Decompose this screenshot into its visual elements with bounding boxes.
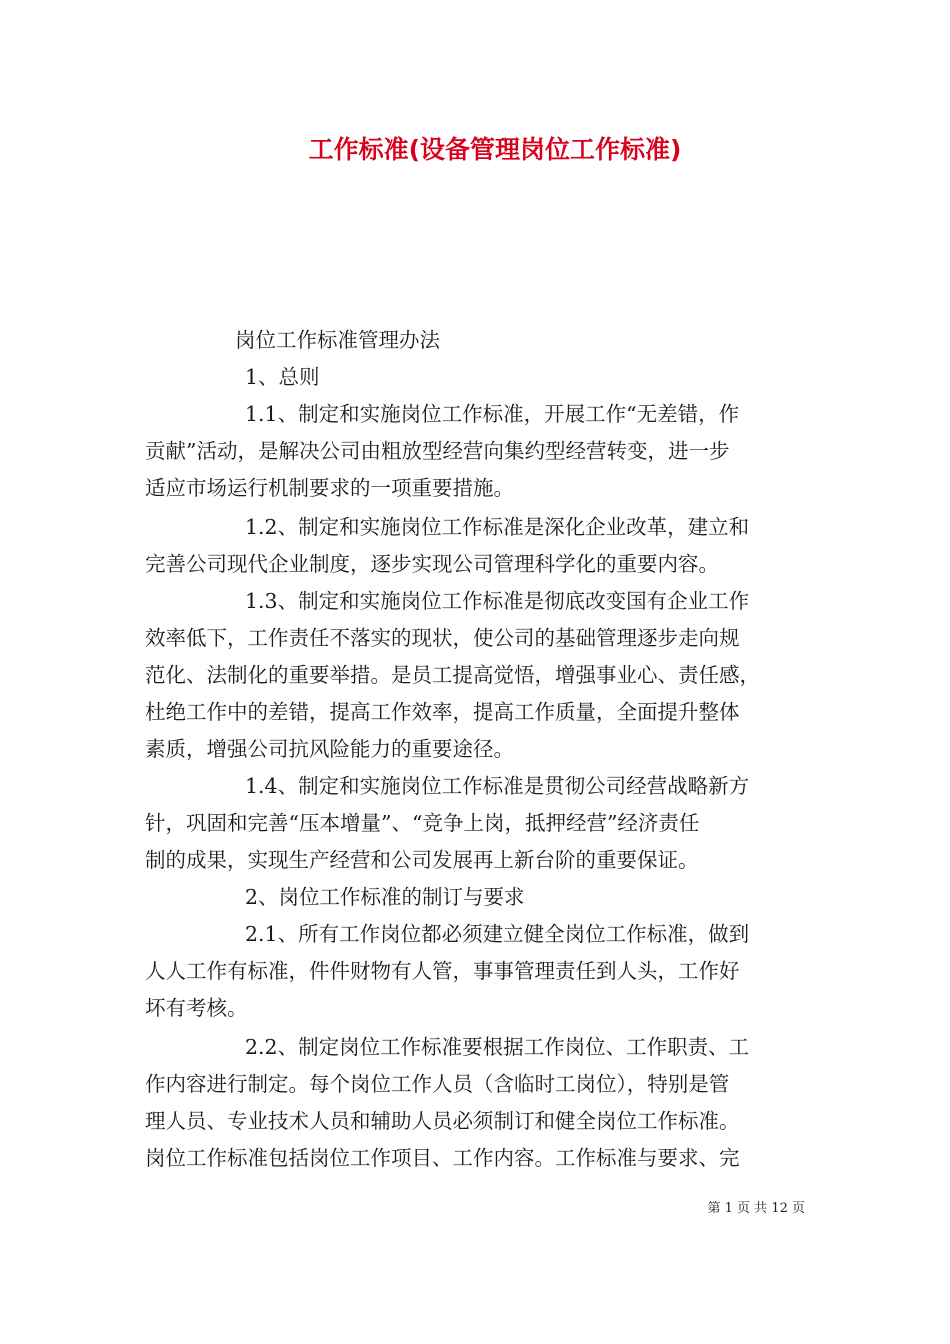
paragraph-line: 作内容进行制定。每个岗位工作人员（含临时工岗位），特别是管: [145, 1072, 730, 1096]
paragraph-line: 人人工作有标准，件件财物有人管，事事管理责任到人头，工作好: [145, 959, 740, 983]
paragraph-line: 贡献”活动，是解决公司由粗放型经营向集约型经营转变，进一步: [145, 439, 730, 463]
paragraph-line: 1.4、制定和实施岗位工作标准是贯彻公司经营战略新方: [245, 774, 750, 798]
chapter-heading: 2、岗位工作标准的制订与要求: [245, 885, 525, 909]
paragraph-line: 杜绝工作中的差错，提高工作效率，提高工作质量，全面提升整体: [145, 700, 740, 724]
page-number-footer: 第 1 页 共 12 页: [707, 1201, 805, 1216]
paragraph-line: 范化、法制化的重要举措。是员工提高觉悟，增强事业心、责任感，: [145, 663, 760, 687]
document-title: 工作标准(设备管理岗位工作标准): [308, 135, 682, 164]
paragraph-line: 1.1、制定和实施岗位工作标准，开展工作“无差错，作: [245, 402, 740, 426]
paragraph-line: 效率低下，工作责任不落实的现状，使公司的基础管理逐步走向规: [145, 626, 740, 650]
paragraph-line: 素质，增强公司抗风险能力的重要途径。: [145, 737, 514, 761]
paragraph-line: 完善公司现代企业制度，逐步实现公司管理科学化的重要内容。: [145, 552, 719, 576]
paragraph-line: 1.3、制定和实施岗位工作标准是彻底改变国有企业工作: [245, 589, 750, 613]
paragraph-line: 理人员、专业技术人员和辅助人员必须制订和健全岗位工作标准。: [145, 1109, 740, 1133]
paragraph-line: 2.1、所有工作岗位都必须建立健全岗位工作标准，做到: [245, 922, 750, 946]
paragraph-line: 针，巩固和完善“压本增量”、“竞争上岗，抵押经营”经济责任: [145, 811, 700, 835]
paragraph-line: 1.2、制定和实施岗位工作标准是深化企业改革，建立和: [245, 515, 750, 539]
paragraph-line: 适应市场运行机制要求的一项重要措施。: [145, 476, 514, 500]
section-heading: 岗位工作标准管理办法: [235, 328, 440, 352]
document-body: [145, 322, 805, 1177]
chapter-heading: 1、总则: [245, 365, 320, 389]
paragraph-line: 制的成果，实现生产经营和公司发展再上新台阶的重要保证。: [145, 848, 699, 872]
paragraph-line: 2.2、制定岗位工作标准要根据工作岗位、工作职责、工: [245, 1035, 750, 1059]
paragraph-line: 坏有考核。: [145, 996, 248, 1020]
paragraph-line: 岗位工作标准包括岗位工作项目、工作内容。工作标准与要求、完: [145, 1146, 740, 1170]
